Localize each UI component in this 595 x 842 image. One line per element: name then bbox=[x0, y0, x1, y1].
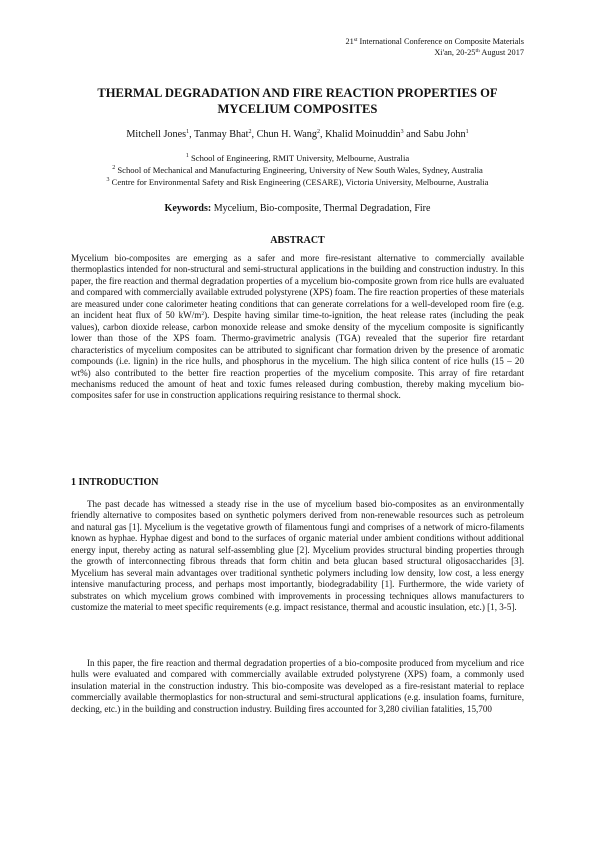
author-list bbox=[40, 129, 555, 141]
author: Khalid Moinuddin$^3$ and bbox=[325, 129, 424, 140]
author: Chun H. Wang$^2$, bbox=[256, 129, 326, 140]
introduction-paragraph: In this paper, the fire reaction and thermal degradation properties of a bio-composite produced from mycelium and rice hulls were evaluated and compared with commercially available extruded polystyrene (XPS) foam, a commonly used insulation material in the construction industry. This bio-composite was developed as a fire-resistant material to replace commercially available thermoplastics for non-structural and semi-structural applications (e.g. insulation foams, furniture, decking, etc.) in the building and construction industry. Building fires accounted for 3,280 civilian fatalities, 15,700 bbox=[71, 658, 524, 714]
affiliation-list bbox=[40, 153, 555, 188]
abstract-body: Mycelium bio-composites are emerging as a safer and more fire-resistant alternative to commercially available thermoplastics intended for non-structural and semi-structural applications in the building and construction industry. In this paper, the fire reaction and thermal degradation properties of a mycelium bio-composite grown from rice hulls are evaluated and compared with commercially available extruded polystyrene (XPS) foam. The fire reaction properties of these materials are measured under cone calorimeter heating conditions that can generate correlations for a well-developed room fire (e.g. an incident heat flux of 50 $kW/m^2$). Despite having similar time-to-ignition, the heat release rates (including the peak values), carbon dioxide release, carbon monoxide release and smoke density of the mycelium composite is significantly lower than those of the XPS foam. Thermo-gravimetric analysis (TGA) revealed that the superior fire retardant characteristics of mycelium composites can be attributed to significant char formation driven by the presence of aromatic compounds (i.e. lignin) in the rice hulls, and phosphorus in the mycelium. The high silica content of rice hulls (15 – 20 wt%) also contributed to the better fire reaction properties of the mycelium composite. This array of fire retardant mechanisms reduced the amount of heat and toxic fumes released during combustion, thereby making mycelium bio-composites safer for use in construction applications requiring resistance to thermal shock. bbox=[71, 253, 524, 401]
affiliation: $^2$ School of Mechanical and Manufacturing Engineering, University of New South Wales, Sydney, Australia bbox=[112, 164, 483, 175]
author: Tanmay Bhat$^2$, bbox=[194, 129, 257, 140]
conference-header bbox=[345, 37, 524, 58]
conference-name: 21st International Conference on Composite Materials bbox=[345, 37, 524, 46]
author: Sabu John$^1$ bbox=[423, 129, 469, 140]
introduction-paragraph: The past decade has witnessed a steady rise in the use of mycelium based bio-composites as an environmentally friendly alternative to composites based on synthetic polymers derived from non-renewable resources such as petroleum and natural gas [1]. Mycelium is the vegetative growth of filamentous fungi and comprises of a network of micro-filaments known as hyphae. Hyphae digest and bond to the surfaces of organic material under ambient conditions without additional energy input, thereby acting as natural self-assembling glue [2]. Mycelium provides structural binding properties through the growth of interconnecting fibrous threads that form chitin and beta glucan based structural oligosaccharides [3]. Mycelium has several main advantages over traditional synthetic polymers including low density, low cost, a less energy intensive manufacturing process, and perhaps most importantly, biodegradability [1]. Furthermore, the wide variety of substrates on which mycelium grows combined with improvements in processing techniques allows manufacturers to customize the material to meet specific requirements (e.g. impact resistance, thermal and acoustic insulation, etc.) [1, 3-5]. bbox=[71, 499, 524, 613]
conference-location-date: Xi'an, 20-25th August 2017 bbox=[434, 47, 524, 57]
affiliation: $^1$ School of Engineering, RMIT University, Melbourne, Australia bbox=[185, 153, 410, 163]
keywords bbox=[40, 203, 555, 215]
affiliation: $^3$ Centre for Environmental Safety and Risk Engineering (CESARE), Victoria University, Melbourne, Australia bbox=[106, 176, 489, 187]
section-heading-introduction: 1 INTRODUCTION bbox=[71, 477, 159, 488]
abstract-heading: ABSTRACT bbox=[270, 235, 325, 246]
author: Mitchell Jones$^1$, bbox=[126, 129, 194, 140]
keywords-label: Keywords: bbox=[164, 203, 212, 214]
keywords-text: Mycelium, Bio-composite, Thermal Degradation, Fire bbox=[211, 203, 431, 214]
paper-title: THERMAL DEGRADATION AND FIRE REACTION PROPERTIES OF MYCELIUM COMPOSITES bbox=[97, 86, 498, 116]
